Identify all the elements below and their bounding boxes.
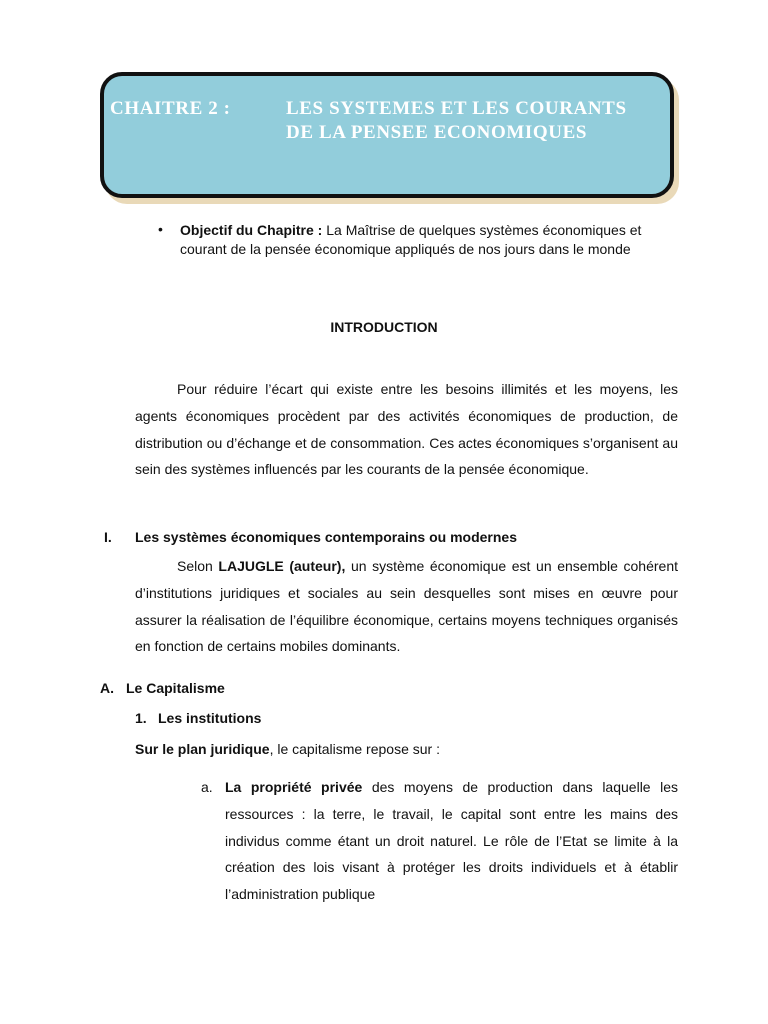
introduction-paragraph [135,376,678,483]
chapter-label: CHAITRE 2 : [110,98,231,119]
introduction-heading: INTRODUCTION [330,319,438,335]
section-title: Les systèmes économiques contemporains ou modernes [135,529,518,545]
item-description: des moyens de production dans laquelle les ressources : la terre, le travail, le capital sont entre les mains des individus comme étant un droit naturel. Le rôle de l’Etat se limite à la création des lois visant à protéger les droits individuels et à établir l’administration publique [225,779,678,903]
list-number: 1. [135,710,147,726]
subsection-title: Le Capitalisme [126,680,225,696]
bullet-icon: • [158,221,163,237]
subsection-letter: A. [100,680,114,696]
introduction-text: Pour réduire l’écart qui existe entre les besoins illimités et les moyens, les agents économiques procèdent par des activités économiques de production, de distribution ou d’échange et de consommation. Ces actes économiques s’organisent au sein des systèmes influencés par les courants de la pensée économique. [135,381,678,478]
chapter-title-line-2: DE LA PENSEE ECONOMIQUES [286,122,588,143]
plan-line [135,741,440,757]
definition-author: LAJUGLE (auteur), [218,558,346,574]
chapter-title-line-1: LES SYSTEMES ET LES COURANTS [286,98,627,119]
item-term: La propriété privée [225,779,363,795]
objective-text [180,221,680,258]
definition-paragraph [135,553,678,660]
plan-label: Sur le plan juridique [135,741,270,757]
section-number: I. [104,529,112,545]
objective-description: La Maîtrise de quelques systèmes économiques et courant de la pensée économique appliqués de nos jours dans le monde [180,222,642,257]
list-item [225,774,678,908]
chapter-title-box [100,72,674,198]
objective-label: Objectif du Chapitre : [180,222,323,238]
plan-text: , le capitalisme repose sur : [269,741,440,757]
list-title: Les institutions [158,710,262,726]
item-marker: a. [201,779,213,795]
definition-text: un système économique est un ensemble cohérent d’institutions juridiques et sociales au sein desquelles sont mises en œuvre pour assurer la réalisation de l’équilibre économique, certains moyens techniques organisés en fonction de certains mobiles dominants. [135,558,679,655]
definition-prefix: Selon [177,558,219,574]
